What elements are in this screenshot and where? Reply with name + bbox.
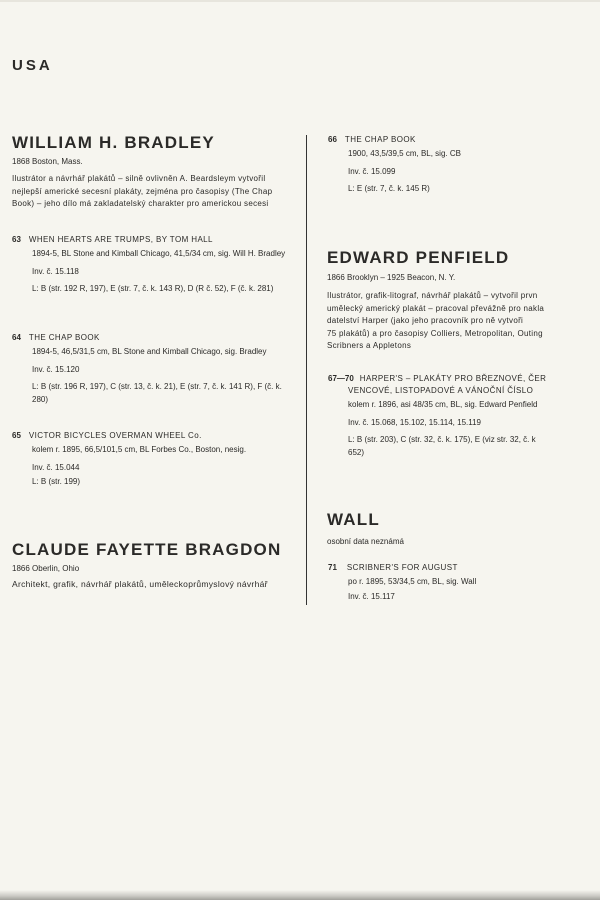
entry-title: THE CHAP BOOK	[28, 333, 100, 342]
bio-line: umělecký americký plakát – pracoval převážně pro nakla	[327, 303, 545, 313]
entry-number: 66	[328, 135, 337, 144]
page-edge	[0, 0, 600, 2]
country-heading: USA	[12, 57, 53, 74]
entry-details: po r. 1895, 53/34,5 cm, BL, sig. Wall	[348, 577, 477, 586]
entry-inventory: Inv. č. 15.117	[348, 591, 395, 601]
entry-inventory: Inv. č. 15.118	[32, 266, 79, 276]
entry-literature: L: B (str. 196 R, 197), C (str. 13, č. k. 21), E (str. 7, č. k. 141 R), F (č. k. 280)	[32, 382, 282, 404]
entry-literature: L: B (str. 199)	[32, 477, 81, 486]
catalog-entry-71	[328, 562, 596, 603]
entry-details: 1900, 43,5/39,5 cm, BL, sig. CB	[348, 149, 461, 158]
entry-literature: 652)	[348, 447, 365, 457]
artist-dates: 1868 Boston, Mass.	[12, 157, 83, 166]
artist-bragdon	[12, 540, 297, 591]
artist-wall	[327, 510, 597, 547]
entry-details: kolem r. 1895, 66,5/101,5 cm, BL Forbes Co., Boston, nesig.	[32, 445, 247, 454]
catalog-entry-66	[328, 134, 596, 196]
artist-dates: osobní data neznámá	[327, 537, 404, 546]
entry-title: SCRIBNER'S FOR AUGUST	[346, 563, 458, 572]
artist-name: CLAUDE FAYETTE BRAGDON	[12, 540, 282, 559]
artist-bio	[327, 290, 600, 353]
artist-dates: 1866 Oberlin, Ohio	[12, 564, 80, 573]
artist-bio: Architekt, grafik, návrhář plakátů, uměleckoprůmyslový návrhář	[12, 579, 268, 589]
artist-penfield	[327, 248, 600, 353]
entry-title: THE CHAP BOOK	[344, 135, 416, 144]
entry-number: 64	[12, 333, 21, 342]
entry-title: WHEN HEARTS ARE TRUMPS, BY TOM HALL	[28, 235, 213, 244]
artist-name: WALL	[327, 510, 380, 529]
entry-details: 1894-5, BL Stone and Kimball Chicago, 41,5/34 cm, sig. Will H. Bradley	[32, 249, 286, 258]
bio-line: datelství Harper (jako jeho pracovník pro ně vytvoři	[327, 316, 524, 325]
entry-inventory: Inv. č. 15.068, 15.102, 15.114, 15.119	[348, 417, 481, 427]
bio-line: 75 plakátů) a pro časopisy Colliers, Metropolitan, Outing	[327, 328, 543, 338]
entry-literature: L: E (str. 7, č. k. 145 R)	[348, 184, 430, 193]
entry-number: 71	[328, 563, 337, 572]
entry-details: 1894-5, 46,5/31,5 cm, BL Stone and Kimball Chicago, sig. Bradley	[32, 347, 267, 356]
entry-inventory: Inv. č. 15.120	[32, 364, 80, 374]
entry-number: 63	[12, 235, 21, 244]
entry-literature: L: B (str. 203), C (str. 32, č. k. 175), E (viz str. 32, č. k	[348, 435, 536, 444]
artist-name: EDWARD PENFIELD	[327, 248, 510, 267]
entry-literature: L: B (str. 192 R, 197), E (str. 7, č. k. 143 R), D (R č. 52), F (č. k. 281)	[32, 284, 274, 293]
catalog-entry-63	[12, 234, 290, 296]
artist-bradley	[12, 133, 290, 211]
column-divider	[306, 135, 307, 605]
entry-title-line: VENCOVÉ, LISTOPADOVÉ A VÁNOČNÍ ČÍSLO	[348, 386, 534, 395]
entry-details: kolem r. 1896, asi 48/35 cm, BL, sig. Edward Penfield	[348, 400, 538, 409]
page-bottom-edge	[0, 890, 600, 900]
entry-inventory: Inv. č. 15.099	[348, 166, 396, 176]
artist-dates: 1866 Brooklyn – 1925 Beacon, N. Y.	[327, 273, 456, 282]
catalog-entry-64	[12, 332, 290, 406]
bio-line: Ilustrátor, grafik-litograf, návrhář plakátů – vytvořil prvn	[327, 291, 538, 300]
artist-name: WILLIAM H. BRADLEY	[12, 133, 215, 152]
entry-number: 67—70	[328, 374, 354, 383]
entry-number: 65	[12, 431, 21, 440]
catalog-entry-67-70	[328, 373, 600, 459]
entry-title-line: HARPER'S – PLAKÁTY PRO BŘEZNOVÉ, ČER	[359, 374, 547, 383]
artist-bio: Ilustrátor a návrhář plakátů – silně ovlivněn A. Beardsleym vytvořil nejlepší americké secesní plakáty, zejména pro časopisy (The Chap Book) – jeho dílo má zakladatelský charakter pro americkou secesi	[12, 174, 273, 208]
catalog-entry-65	[12, 430, 290, 489]
bio-line: Scribners a Appletons	[327, 341, 412, 350]
entry-title: VICTOR BICYCLES OVERMAN WHEEL Co.	[28, 431, 202, 440]
entry-inventory: Inv. č. 15.044	[32, 462, 80, 472]
